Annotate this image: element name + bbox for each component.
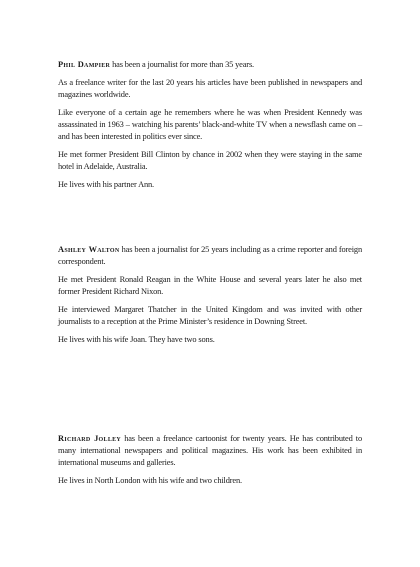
bio-intro	[58, 433, 362, 469]
bio-paragraph: He met former President Bill Clinton by chance in 2002 when they were staying in the same hotel in Adelaide, Australia.	[58, 150, 362, 171]
bio-phil-dampier	[58, 59, 362, 197]
bio-ashley-walton	[58, 244, 362, 352]
bio-intro-text: has been a freelance cartoonist for twenty years. He has contributed to many international newspapers and political magazines. His work has been exhibited in international museums and galleries.	[58, 434, 362, 467]
author-name: Phil Dampier	[58, 60, 111, 69]
author-bios-page	[58, 0, 362, 567]
author-name: Ashley Walton	[58, 245, 120, 254]
bio-richard-jolley	[58, 433, 362, 493]
bio-paragraph: He lives with his partner Ann.	[58, 180, 154, 189]
bio-intro	[58, 244, 362, 268]
bio-paragraph: He lives with his wife Joan. They have two sons.	[58, 335, 215, 344]
bio-paragraph: He interviewed Margaret Thatcher in the United Kingdom and was invited with other journalists to a reception at the Prime Minister’s residence in Downing Street.	[58, 305, 362, 326]
bio-paragraph: He met President Ronald Reagan in the White House and several years later he also met former President Richard Nixon.	[58, 275, 362, 296]
bio-paragraph: He lives in North London with his wife and two children.	[58, 476, 242, 485]
bio-paragraph: As a freelance writer for the last 20 years his articles have been published in newspapers and magazines worldwide.	[58, 78, 362, 99]
bio-intro	[58, 59, 362, 71]
bio-paragraph: Like everyone of a certain age he remembers where he was when President Kennedy was assassinated in 1963 – watching his parents’ black-and-white TV when a newsflash came on – and has been interested in politics ever since.	[58, 108, 362, 141]
bio-intro-text: has been a journalist for more than 35 years.	[110, 60, 255, 69]
author-name: Richard Jolley	[58, 434, 122, 443]
bio-intro-text: has been a journalist for 25 years including as a crime reporter and foreign correspondent.	[58, 245, 362, 266]
